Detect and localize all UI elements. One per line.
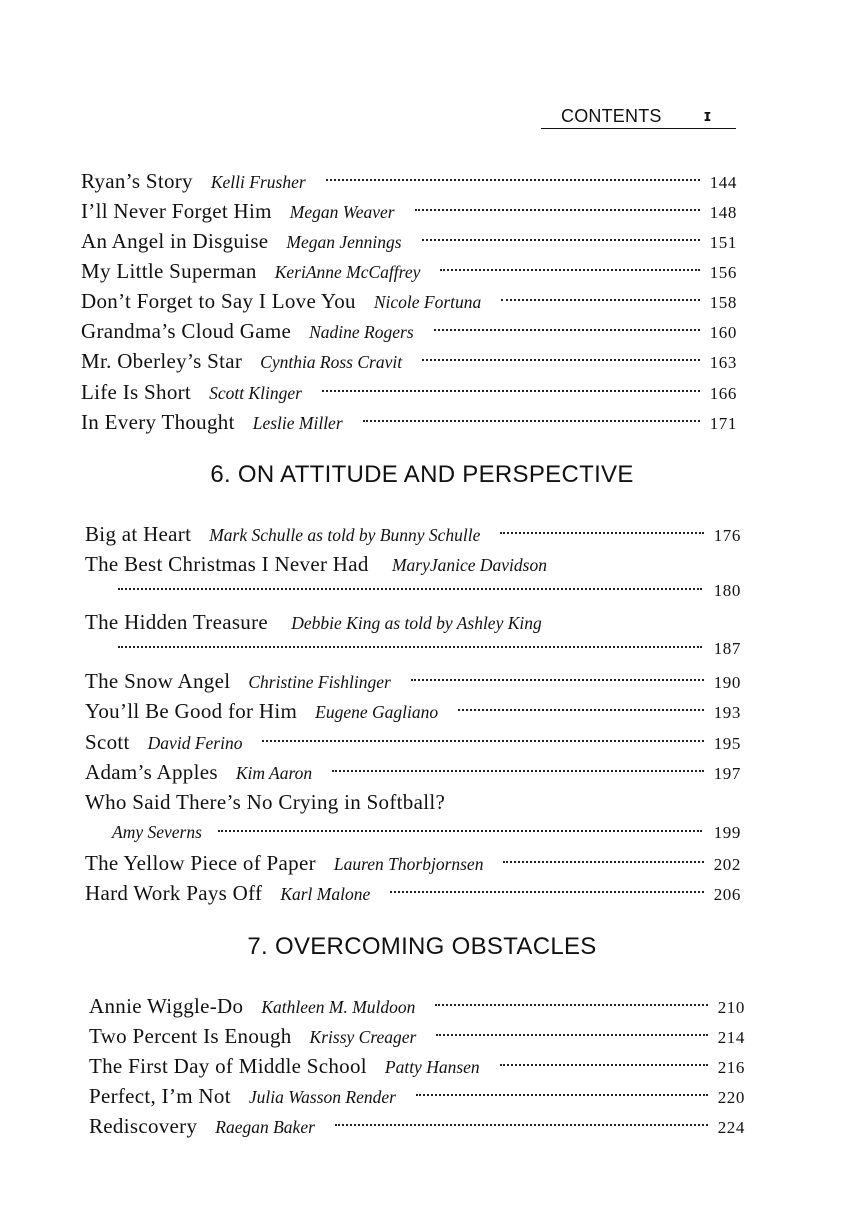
entry-page: 193 — [713, 703, 741, 722]
entry-page: 144 — [709, 173, 737, 192]
toc-entry[interactable] — [81, 316, 737, 346]
entry-title: Perfect, I’m Not — [89, 1084, 231, 1108]
entry-author: Nadine Rogers — [309, 322, 414, 342]
toc-entry[interactable] — [89, 1051, 745, 1081]
entry-page: 199 — [713, 823, 741, 842]
entry-page: 224 — [717, 1118, 745, 1137]
toc-entry[interactable] — [85, 696, 741, 726]
entry-page: 197 — [713, 764, 741, 783]
entry-author: Lauren Thorbjornsen — [333, 854, 484, 874]
toc-entry[interactable] — [85, 878, 741, 908]
dot-leader — [363, 420, 700, 422]
page-folio: ɪ — [704, 106, 711, 125]
entry-title: Hard Work Pays Off — [85, 881, 263, 905]
entry-page: 190 — [713, 673, 741, 692]
toc-entry[interactable] — [85, 666, 741, 696]
entry-title: Two Percent Is Enough — [89, 1024, 292, 1048]
entry-title: My Little Superman — [81, 259, 257, 283]
entry-author: Megan Jennings — [286, 232, 402, 252]
entry-author: Cynthia Ross Cravit — [260, 352, 403, 372]
entry-page: 148 — [709, 203, 737, 222]
entry-author: Kathleen M. Muldoon — [261, 997, 416, 1017]
entry-page: 210 — [717, 998, 745, 1017]
entry-author: Megan Weaver — [289, 202, 395, 222]
toc-entry[interactable] — [85, 519, 741, 549]
entry-page: 166 — [709, 384, 737, 403]
toc-entry[interactable] — [85, 848, 741, 878]
entry-author: Leslie Miller — [252, 413, 343, 433]
dot-leader — [390, 891, 703, 893]
toc-entry[interactable] — [89, 1021, 745, 1051]
toc-entry[interactable] — [85, 549, 741, 579]
dot-leader — [458, 709, 704, 711]
entry-title: I’ll Never Forget Him — [81, 199, 272, 223]
toc-entry[interactable] — [81, 346, 737, 376]
toc-entry-continuation — [112, 820, 741, 844]
entry-title: The Best Christmas I Never Had — [85, 552, 369, 576]
entry-author: Patty Hansen — [384, 1057, 480, 1077]
entry-title: An Angel in Disguise — [81, 229, 269, 253]
entry-page: 158 — [709, 293, 737, 312]
entry-title: The Yellow Piece of Paper — [85, 851, 316, 875]
entry-author: Raegan Baker — [215, 1117, 315, 1137]
entry-page: 180 — [713, 581, 741, 600]
entry-page: 206 — [713, 885, 741, 904]
dot-leader — [411, 679, 704, 681]
entry-page: 163 — [709, 353, 737, 372]
entry-page: 195 — [713, 734, 741, 753]
entry-title: Rediscovery — [89, 1114, 198, 1138]
entry-page: 220 — [717, 1088, 745, 1107]
section-heading: 7. OVERCOMING OBSTACLES — [247, 933, 597, 960]
dot-leader — [118, 646, 702, 648]
dot-leader — [435, 1004, 707, 1006]
entry-author: Krissy Creager — [309, 1027, 417, 1047]
entry-author: MaryJanice Davidson — [391, 555, 547, 575]
toc-entry-continuation — [118, 579, 741, 603]
dot-leader — [416, 1094, 708, 1096]
dot-leader — [440, 269, 699, 271]
entry-author: Mark Schulle as told by Bunny Schulle — [209, 525, 481, 545]
entry-title: You’ll Be Good for Him — [85, 699, 298, 723]
dot-leader — [326, 179, 700, 181]
toc-entry[interactable] — [89, 1111, 745, 1141]
dot-leader — [335, 1124, 708, 1126]
entry-title: Life Is Short — [81, 380, 192, 404]
entry-title: In Every Thought — [81, 410, 235, 434]
entry-title: Ryan’s Story — [81, 169, 193, 193]
entry-page: 171 — [709, 414, 737, 433]
toc-entry[interactable] — [81, 377, 737, 407]
dot-leader — [218, 830, 702, 832]
dot-leader — [415, 209, 700, 211]
entry-author: Kim Aaron — [235, 763, 313, 783]
entry-title: Annie Wiggle-Do — [89, 994, 244, 1018]
entry-page: 187 — [713, 639, 741, 658]
toc-entry[interactable] — [81, 196, 737, 226]
entry-page: 156 — [709, 263, 737, 282]
dot-leader — [500, 1064, 708, 1066]
section-heading: 6. ON ATTITUDE AND PERSPECTIVE — [210, 461, 634, 488]
entry-author: Eugene Gagliano — [315, 702, 439, 722]
toc-entry[interactable] — [89, 991, 745, 1021]
entry-title: Big at Heart — [85, 522, 192, 546]
entry-author: KeriAnne McCaffrey — [274, 262, 421, 282]
dot-leader — [322, 390, 700, 392]
running-head-title: CONTENTS — [561, 106, 662, 126]
dot-leader — [501, 299, 699, 301]
entry-author: Nicole Fortuna — [373, 292, 482, 312]
entry-author: Scott Klinger — [209, 383, 302, 403]
dot-leader — [118, 588, 702, 590]
toc-entry[interactable] — [81, 407, 737, 437]
entry-author: Karl Malone — [280, 884, 371, 904]
toc-entry[interactable] — [81, 286, 737, 316]
dot-leader — [262, 740, 703, 742]
entry-author: Debbie King as told by Ashley King — [291, 613, 542, 633]
entry-title: Adam’s Apples — [85, 760, 218, 784]
toc-entry[interactable] — [85, 787, 741, 817]
toc-entry-continuation — [118, 637, 741, 661]
entry-author: Amy Severns — [112, 822, 202, 842]
entry-page: 202 — [713, 855, 741, 874]
entry-title: Mr. Oberley’s Star — [81, 349, 243, 373]
dot-leader — [436, 1034, 707, 1036]
toc-entry[interactable] — [85, 607, 741, 637]
entry-title: Don’t Forget to Say I Love You — [81, 289, 356, 313]
dot-leader — [422, 359, 700, 361]
dot-leader — [332, 770, 704, 772]
entry-author: Kelli Frusher — [210, 172, 306, 192]
dot-leader — [422, 239, 700, 241]
entry-author: Julia Wasson Render — [248, 1087, 396, 1107]
entry-title: The Snow Angel — [85, 669, 231, 693]
toc-entry[interactable] — [81, 226, 737, 256]
toc-entry[interactable] — [89, 1081, 745, 1111]
toc-entry[interactable] — [81, 166, 737, 196]
entry-author: David Ferino — [147, 733, 243, 753]
entry-title: The Hidden Treasure — [85, 610, 269, 634]
entry-author: Christine Fishlinger — [248, 672, 391, 692]
entry-page: 216 — [717, 1058, 745, 1077]
dot-leader — [503, 861, 703, 863]
entry-title: Grandma’s Cloud Game — [81, 319, 292, 343]
entry-page: 160 — [709, 323, 737, 342]
entry-title: Scott — [85, 730, 130, 754]
running-head — [541, 104, 736, 129]
entry-page: 214 — [717, 1028, 745, 1047]
toc-entry[interactable] — [81, 256, 737, 286]
entry-title: The First Day of Middle School — [89, 1054, 367, 1078]
entry-page: 176 — [713, 526, 741, 545]
entry-title: Who Said There’s No Crying in Softball? — [85, 790, 446, 814]
toc-entry[interactable] — [85, 757, 741, 787]
dot-leader — [434, 329, 700, 331]
toc-entry[interactable] — [85, 727, 741, 757]
dot-leader — [500, 532, 703, 534]
entry-page: 151 — [709, 233, 737, 252]
